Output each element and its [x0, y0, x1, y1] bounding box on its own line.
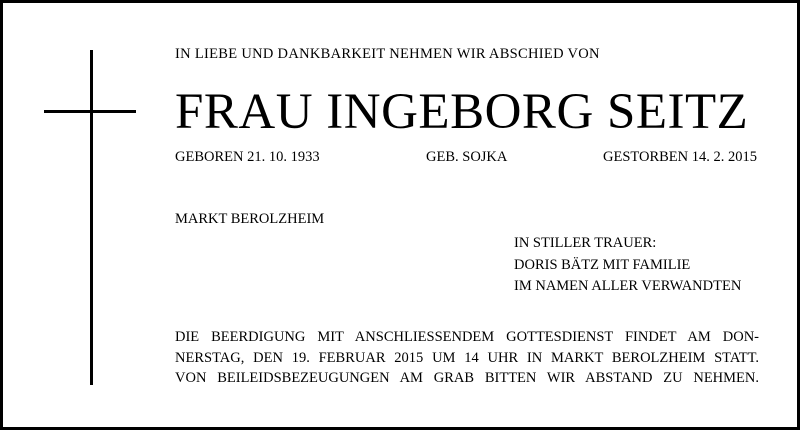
birth-date: GEBOREN 21. 10. 1933: [175, 149, 320, 165]
death-date: GESTORBEN 14. 2. 2015: [602, 149, 757, 165]
cross-vertical-bar: [90, 50, 93, 385]
intro-text: IN LIEBE UND DANKBARKEIT NEHMEN WIR ABSCHIED VON: [175, 46, 600, 62]
mourners-block: [514, 233, 741, 298]
funeral-notice: [175, 327, 759, 389]
mourners-line: IM NAMEN ALLER VERWANDTEN: [514, 278, 742, 294]
deceased-name: FRAU INGEBORG SEITZ: [175, 84, 749, 140]
maiden-name: GEB. SOJKA: [426, 149, 508, 165]
funeral-notice-line: VON BEILEIDSBEZEUGUNGEN AM GRAB BITTEN WIR ABSTAND ZU NEHMEN.: [175, 370, 759, 386]
funeral-notice-line: NERSTAG, DEN 19. FEBRUAR 2015 UM 14 UHR IN MARKT BEROLZHEIM STATT.: [175, 349, 759, 366]
vital-dates: [175, 149, 757, 167]
funeral-notice-line: DIE BEERDIGUNG MIT ANSCHLIESSENDEM GOTTESDIENST FINDET AM DON-: [175, 329, 759, 345]
mourners-line: DORIS BÄTZ MIT FAMILIE: [514, 256, 691, 273]
residence-place: MARKT BEROLZHEIM: [175, 211, 325, 227]
mourners-line: IN STILLER TRAUER:: [514, 235, 657, 251]
cross-horizontal-bar: [44, 110, 136, 113]
